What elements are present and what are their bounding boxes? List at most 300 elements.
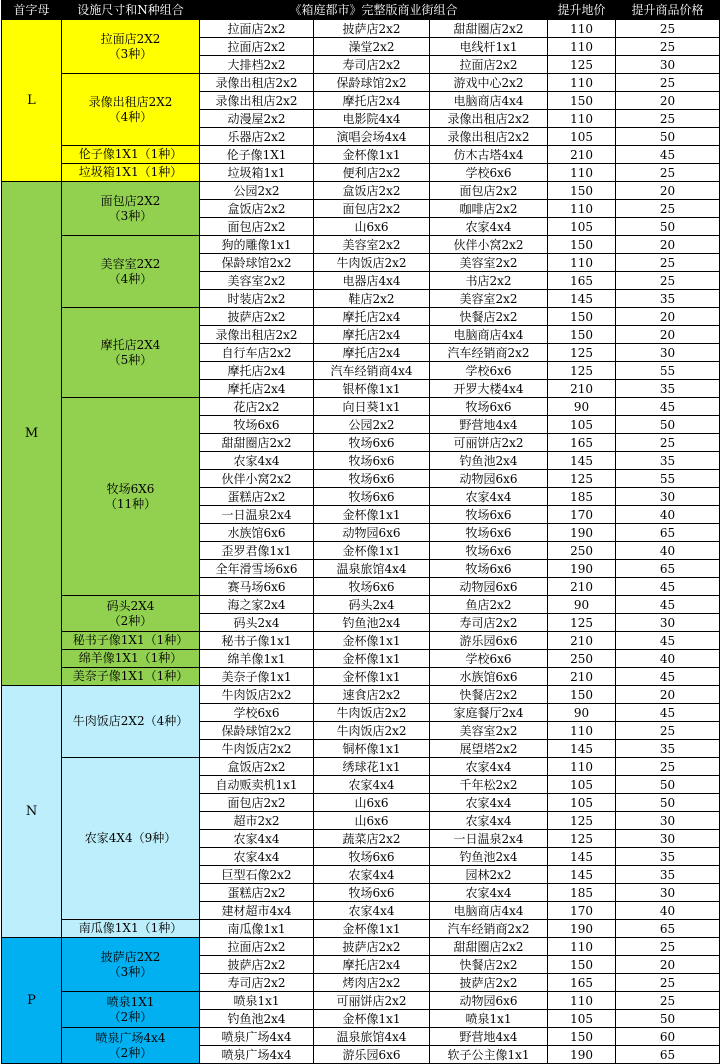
goods-price-value: 45 bbox=[616, 596, 720, 614]
table-row bbox=[2, 758, 720, 776]
goods-price-value: 30 bbox=[616, 614, 720, 632]
combo-item-2: 山6x6 bbox=[314, 812, 430, 830]
land-price-value: 210 bbox=[548, 668, 616, 686]
combo-item-2: 披萨店2x2 bbox=[314, 938, 430, 956]
combo-item-3: 农家4x4 bbox=[430, 488, 548, 506]
combo-item-2: 公园2x2 bbox=[314, 416, 430, 434]
goods-price-value: 25 bbox=[616, 74, 720, 92]
land-price-value: 105 bbox=[548, 794, 616, 812]
header-combination: 《箱庭都市》完整版商业街组合 bbox=[200, 1, 548, 20]
combo-item-3: 可丽饼店2x2 bbox=[430, 434, 548, 452]
combo-item-2: 铜杯像1x1 bbox=[314, 740, 430, 758]
land-price-value: 210 bbox=[548, 578, 616, 596]
goods-price-value: 35 bbox=[616, 290, 720, 308]
land-price-value: 90 bbox=[548, 596, 616, 614]
combo-item-3: 农家4x4 bbox=[430, 758, 548, 776]
land-price-value: 90 bbox=[548, 398, 616, 416]
combo-item-1: 录像出租店2x2 bbox=[200, 326, 314, 344]
combo-item-3: 一日温泉2x4 bbox=[430, 830, 548, 848]
combo-item-1: 农家4x4 bbox=[200, 452, 314, 470]
table-row bbox=[2, 668, 720, 686]
goods-price-value: 40 bbox=[616, 506, 720, 524]
facility-line: 美容室2X2 bbox=[100, 256, 161, 271]
header-row bbox=[2, 1, 720, 20]
goods-price-value: 50 bbox=[616, 416, 720, 434]
facility-cell bbox=[62, 992, 200, 1028]
combo-item-3: 披萨店2x2 bbox=[430, 974, 548, 992]
combo-item-3: 钓鱼池2x4 bbox=[430, 848, 548, 866]
table-row bbox=[2, 236, 720, 254]
combo-item-2: 金杯像1x1 bbox=[314, 542, 430, 560]
combo-item-1: 面包店2x2 bbox=[200, 794, 314, 812]
combo-item-3: 游乐园6x6 bbox=[430, 632, 548, 650]
combo-item-3: 动物园6x6 bbox=[430, 470, 548, 488]
facility-line: （3种） bbox=[108, 208, 153, 223]
combo-item-1: 摩托店2x4 bbox=[200, 362, 314, 380]
combo-item-1: 披萨店2x2 bbox=[200, 956, 314, 974]
combo-item-2: 金杯像1x1 bbox=[314, 920, 430, 938]
table-row bbox=[2, 632, 720, 650]
facility-line: （2种） bbox=[108, 613, 153, 628]
combo-item-2: 摩托店2x4 bbox=[314, 344, 430, 362]
combo-item-1: 农家4x4 bbox=[200, 848, 314, 866]
land-price-value: 105 bbox=[548, 416, 616, 434]
combo-item-1: 码头2x4 bbox=[200, 614, 314, 632]
land-price-value: 170 bbox=[548, 506, 616, 524]
table-row bbox=[2, 164, 720, 182]
combo-item-2: 电器店4x4 bbox=[314, 272, 430, 290]
header-facility: 设施尺寸和N种组合 bbox=[62, 1, 200, 20]
goods-price-value: 25 bbox=[616, 272, 720, 290]
combo-item-2: 牧场6x6 bbox=[314, 470, 430, 488]
goods-price-value: 35 bbox=[616, 740, 720, 758]
combo-item-2: 牧场6x6 bbox=[314, 848, 430, 866]
combo-item-3: 面包店2x2 bbox=[430, 182, 548, 200]
combo-item-3: 家庭餐厅2x4 bbox=[430, 704, 548, 722]
facility-line: 码头2X4 bbox=[106, 598, 155, 613]
goods-price-value: 45 bbox=[616, 578, 720, 596]
land-price-value: 190 bbox=[548, 1046, 616, 1064]
land-price-value: 125 bbox=[548, 362, 616, 380]
land-price-value: 110 bbox=[548, 20, 616, 38]
table-row bbox=[2, 938, 720, 956]
combo-item-1: 水族馆6x6 bbox=[200, 524, 314, 542]
combo-item-1: 面包店2x2 bbox=[200, 218, 314, 236]
goods-price-value: 65 bbox=[616, 524, 720, 542]
combo-item-1: 摩托店2x4 bbox=[200, 380, 314, 398]
combo-item-2: 向日葵1x1 bbox=[314, 398, 430, 416]
table-row bbox=[2, 308, 720, 326]
combo-item-1: 赛马场6x6 bbox=[200, 578, 314, 596]
combo-item-2: 摩托店2x4 bbox=[314, 956, 430, 974]
goods-price-value: 35 bbox=[616, 866, 720, 884]
facility-line: （2种） bbox=[108, 1009, 153, 1024]
combo-item-1: 南瓜像1x1 bbox=[200, 920, 314, 938]
facility-line: 披萨店2X2 bbox=[100, 949, 161, 964]
combo-item-3: 喷泉1x1 bbox=[430, 1010, 548, 1028]
facility-line: 拉面店2X2 bbox=[100, 31, 161, 46]
combo-item-1: 超市2x2 bbox=[200, 812, 314, 830]
combo-item-1: 歪罗君像1x1 bbox=[200, 542, 314, 560]
goods-price-value: 25 bbox=[616, 164, 720, 182]
goods-price-value: 20 bbox=[616, 308, 720, 326]
goods-price-value: 40 bbox=[616, 902, 720, 920]
table-row bbox=[2, 74, 720, 92]
goods-price-value: 25 bbox=[616, 974, 720, 992]
combo-item-1: 伦子像1X1 bbox=[200, 146, 314, 164]
letter-cell: L bbox=[2, 20, 62, 182]
combo-item-3: 伙伴小窝2x2 bbox=[430, 236, 548, 254]
combo-item-3: 开罗大楼4x4 bbox=[430, 380, 548, 398]
land-price-value: 145 bbox=[548, 452, 616, 470]
goods-price-value: 65 bbox=[616, 560, 720, 578]
table-row bbox=[2, 992, 720, 1010]
combo-item-2: 披萨店2x2 bbox=[314, 20, 430, 38]
land-price-value: 125 bbox=[548, 614, 616, 632]
land-price-value: 150 bbox=[548, 236, 616, 254]
table-row bbox=[2, 596, 720, 614]
goods-price-value: 55 bbox=[616, 470, 720, 488]
facility-line: （3种） bbox=[108, 964, 153, 979]
table-row bbox=[2, 686, 720, 704]
goods-price-value: 20 bbox=[616, 182, 720, 200]
land-price-value: 110 bbox=[548, 722, 616, 740]
combo-item-1: 自动贩卖机1x1 bbox=[200, 776, 314, 794]
combo-item-3: 咖啡店2x2 bbox=[430, 200, 548, 218]
combo-item-2: 烤肉店2x2 bbox=[314, 974, 430, 992]
combo-item-3: 农家4x4 bbox=[430, 794, 548, 812]
facility-line: 录像出租店2X2 bbox=[88, 94, 173, 109]
combo-item-3: 学校6x6 bbox=[430, 164, 548, 182]
facility-cell bbox=[62, 236, 200, 308]
facility-line: 绵羊像1X1（1种） bbox=[78, 651, 183, 665]
combo-item-1: 喷泉广场4x4 bbox=[200, 1028, 314, 1046]
goods-price-value: 30 bbox=[616, 56, 720, 74]
combo-item-3: 鱼店2x2 bbox=[430, 596, 548, 614]
combo-item-2: 山6x6 bbox=[314, 218, 430, 236]
goods-price-value: 45 bbox=[616, 704, 720, 722]
land-price-value: 210 bbox=[548, 146, 616, 164]
facility-line: 面包店2X2 bbox=[100, 193, 161, 208]
goods-price-value: 45 bbox=[616, 398, 720, 416]
combo-item-2: 牧场6x6 bbox=[314, 434, 430, 452]
land-price-value: 125 bbox=[548, 812, 616, 830]
goods-price-value: 35 bbox=[616, 380, 720, 398]
facility-cell bbox=[62, 74, 200, 146]
goods-price-value: 55 bbox=[616, 362, 720, 380]
land-price-value: 105 bbox=[548, 128, 616, 146]
combo-item-1: 牧场6x6 bbox=[200, 416, 314, 434]
facility-cell bbox=[62, 1028, 200, 1064]
facility-line: 南瓜像1X1（1种） bbox=[78, 921, 183, 935]
combo-item-2: 牧场6x6 bbox=[314, 578, 430, 596]
combo-item-2: 可丽饼店2x2 bbox=[314, 992, 430, 1010]
facility-cell bbox=[62, 758, 200, 920]
combo-item-3: 录像出租店2x2 bbox=[430, 128, 548, 146]
facility-line: 喷泉1X1 bbox=[106, 994, 155, 1009]
combo-item-2: 鞋店2x2 bbox=[314, 290, 430, 308]
combo-item-2: 便利店2x2 bbox=[314, 164, 430, 182]
facility-line: 喷泉广场4x4 bbox=[95, 1030, 166, 1045]
combo-item-2: 码头2x4 bbox=[314, 596, 430, 614]
land-price-value: 150 bbox=[548, 308, 616, 326]
combo-item-2: 汽车经销商4x4 bbox=[314, 362, 430, 380]
combo-item-2: 绣球花1x1 bbox=[314, 758, 430, 776]
land-price-value: 125 bbox=[548, 56, 616, 74]
facility-cell bbox=[62, 938, 200, 992]
goods-price-value: 35 bbox=[616, 452, 720, 470]
combo-item-3: 快餐店2x2 bbox=[430, 956, 548, 974]
land-price-value: 110 bbox=[548, 164, 616, 182]
combo-item-3: 动物园6x6 bbox=[430, 992, 548, 1010]
land-price-value: 125 bbox=[548, 830, 616, 848]
combo-item-2: 摩托店2x4 bbox=[314, 308, 430, 326]
goods-price-value: 25 bbox=[616, 20, 720, 38]
facility-cell bbox=[62, 596, 200, 632]
header-letter: 首字母 bbox=[2, 1, 62, 20]
land-price-value: 145 bbox=[548, 290, 616, 308]
combo-item-3: 电脑商店4x4 bbox=[430, 902, 548, 920]
combo-item-1: 喷泉1x1 bbox=[200, 992, 314, 1010]
combo-item-1: 时装店2x2 bbox=[200, 290, 314, 308]
combo-item-3: 动物园6x6 bbox=[430, 578, 548, 596]
combo-item-3: 牧场6x6 bbox=[430, 560, 548, 578]
combo-item-3: 园林2x2 bbox=[430, 866, 548, 884]
table-row bbox=[2, 650, 720, 668]
letter-cell: M bbox=[2, 182, 62, 686]
facility-cell bbox=[62, 920, 200, 938]
combo-item-3: 钓鱼池2x4 bbox=[430, 452, 548, 470]
goods-price-value: 20 bbox=[616, 326, 720, 344]
combo-item-2: 温泉旅馆4x4 bbox=[314, 560, 430, 578]
facility-line: （4种） bbox=[108, 109, 153, 124]
facility-line: 秘书子像1X1（1种） bbox=[72, 633, 189, 647]
land-price-value: 105 bbox=[548, 1010, 616, 1028]
table-row bbox=[2, 920, 720, 938]
land-price-value: 110 bbox=[548, 992, 616, 1010]
goods-price-value: 30 bbox=[616, 812, 720, 830]
combo-item-1: 寿司店2x2 bbox=[200, 974, 314, 992]
facility-line: 垃圾箱1X1（1种） bbox=[78, 165, 183, 179]
combo-item-3: 牧场6x6 bbox=[430, 542, 548, 560]
combo-item-1: 盒饭店2x2 bbox=[200, 758, 314, 776]
goods-price-value: 25 bbox=[616, 758, 720, 776]
land-price-value: 125 bbox=[548, 344, 616, 362]
combo-item-3: 农家4x4 bbox=[430, 812, 548, 830]
goods-price-value: 50 bbox=[616, 218, 720, 236]
facility-cell bbox=[62, 20, 200, 74]
land-price-value: 145 bbox=[548, 740, 616, 758]
combo-item-3: 软子公主像1x1 bbox=[430, 1046, 548, 1064]
combo-item-3: 拉面店2x2 bbox=[430, 56, 548, 74]
combo-item-3: 汽车经销商2x2 bbox=[430, 920, 548, 938]
land-price-value: 110 bbox=[548, 200, 616, 218]
land-price-value: 125 bbox=[548, 470, 616, 488]
combo-item-3: 千年松2x2 bbox=[430, 776, 548, 794]
combo-item-2: 温泉旅馆4x4 bbox=[314, 1028, 430, 1046]
table-row bbox=[2, 182, 720, 200]
goods-price-value: 20 bbox=[616, 956, 720, 974]
goods-price-value: 40 bbox=[616, 542, 720, 560]
combo-item-1: 绵羊像1x1 bbox=[200, 650, 314, 668]
facility-cell bbox=[62, 668, 200, 686]
facility-line: （2种） bbox=[108, 1045, 153, 1060]
goods-price-value: 50 bbox=[616, 1010, 720, 1028]
combo-item-1: 录像出租店2x2 bbox=[200, 74, 314, 92]
combo-item-1: 秘书子像1x1 bbox=[200, 632, 314, 650]
combo-item-1: 大排档2x2 bbox=[200, 56, 314, 74]
combo-item-1: 公园2x2 bbox=[200, 182, 314, 200]
combo-item-2: 银杯像1x1 bbox=[314, 380, 430, 398]
combo-item-2: 牧场6x6 bbox=[314, 884, 430, 902]
facility-line: （3种） bbox=[108, 46, 153, 61]
combo-item-2: 游乐园6x6 bbox=[314, 1046, 430, 1064]
combo-item-3: 甜甜圈店2x2 bbox=[430, 20, 548, 38]
combo-item-1: 拉面店2x2 bbox=[200, 20, 314, 38]
goods-price-value: 25 bbox=[616, 110, 720, 128]
land-price-value: 110 bbox=[548, 254, 616, 272]
combo-item-1: 钓鱼池2x4 bbox=[200, 1010, 314, 1028]
facility-line: 伦子像1X1（1种） bbox=[78, 147, 183, 161]
land-price-value: 110 bbox=[548, 758, 616, 776]
combo-item-1: 学校6x6 bbox=[200, 704, 314, 722]
combo-item-2: 美容室2x2 bbox=[314, 236, 430, 254]
combo-item-1: 录像出租店2x2 bbox=[200, 92, 314, 110]
goods-price-value: 20 bbox=[616, 686, 720, 704]
combo-item-3: 美容室2x2 bbox=[430, 254, 548, 272]
combo-item-2: 摩托店2x4 bbox=[314, 326, 430, 344]
letter-cell: P bbox=[2, 938, 62, 1064]
combo-item-1: 拉面店2x2 bbox=[200, 38, 314, 56]
goods-price-value: 65 bbox=[616, 920, 720, 938]
goods-price-value: 25 bbox=[616, 434, 720, 452]
land-price-value: 90 bbox=[548, 704, 616, 722]
goods-price-value: 40 bbox=[616, 650, 720, 668]
combo-item-2: 演唱会场4x4 bbox=[314, 128, 430, 146]
land-price-value: 190 bbox=[548, 524, 616, 542]
land-price-value: 210 bbox=[548, 380, 616, 398]
combo-item-1: 海之家2x4 bbox=[200, 596, 314, 614]
goods-price-value: 35 bbox=[616, 848, 720, 866]
combo-item-2: 寿司店2x2 bbox=[314, 56, 430, 74]
land-price-value: 170 bbox=[548, 902, 616, 920]
goods-price-value: 25 bbox=[616, 200, 720, 218]
combo-item-3: 汽车经销商2x2 bbox=[430, 344, 548, 362]
goods-price-value: 20 bbox=[616, 236, 720, 254]
facility-line: （11种） bbox=[104, 496, 157, 511]
combo-item-3: 电脑商店4x4 bbox=[430, 326, 548, 344]
combo-item-2: 农家4x4 bbox=[314, 776, 430, 794]
combo-item-1: 巨型石像2x2 bbox=[200, 866, 314, 884]
table-row bbox=[2, 398, 720, 416]
facility-cell bbox=[62, 164, 200, 182]
goods-price-value: 50 bbox=[616, 776, 720, 794]
combo-item-1: 一日温泉2x4 bbox=[200, 506, 314, 524]
combo-item-2: 保龄球馆2x2 bbox=[314, 74, 430, 92]
land-price-value: 110 bbox=[548, 74, 616, 92]
combo-item-2: 牛肉饭店2x2 bbox=[314, 704, 430, 722]
land-price-value: 185 bbox=[548, 884, 616, 902]
combo-item-3: 电线杆1x1 bbox=[430, 38, 548, 56]
header-land-price: 提升地价 bbox=[548, 1, 616, 20]
land-price-value: 150 bbox=[548, 326, 616, 344]
land-price-value: 150 bbox=[548, 182, 616, 200]
goods-price-value: 25 bbox=[616, 722, 720, 740]
goods-price-value: 25 bbox=[616, 254, 720, 272]
combo-item-2: 面包店2x2 bbox=[314, 200, 430, 218]
combo-item-2: 金杯像1x1 bbox=[314, 650, 430, 668]
combo-item-1: 拉面店2x2 bbox=[200, 938, 314, 956]
table-body bbox=[2, 20, 720, 1064]
combo-item-2: 牛肉饭店2x2 bbox=[314, 722, 430, 740]
goods-price-value: 30 bbox=[616, 344, 720, 362]
combo-item-3: 牧场6x6 bbox=[430, 398, 548, 416]
combo-item-1: 盒饭店2x2 bbox=[200, 200, 314, 218]
goods-price-value: 50 bbox=[616, 128, 720, 146]
combo-item-2: 蔬菜店2x2 bbox=[314, 830, 430, 848]
combo-item-2: 金杯像1x1 bbox=[314, 506, 430, 524]
combo-item-2: 盒饭店2x2 bbox=[314, 182, 430, 200]
combo-item-3: 游戏中心2x2 bbox=[430, 74, 548, 92]
combo-item-1: 美奈子像1x1 bbox=[200, 668, 314, 686]
land-price-value: 250 bbox=[548, 650, 616, 668]
land-price-value: 210 bbox=[548, 632, 616, 650]
combo-item-1: 花店2x2 bbox=[200, 398, 314, 416]
facility-cell bbox=[62, 398, 200, 596]
land-price-value: 185 bbox=[548, 488, 616, 506]
combo-item-1: 狗的雕像1x1 bbox=[200, 236, 314, 254]
combo-item-3: 农家4x4 bbox=[430, 884, 548, 902]
combo-item-2: 山6x6 bbox=[314, 794, 430, 812]
goods-price-value: 45 bbox=[616, 632, 720, 650]
facility-cell bbox=[62, 650, 200, 668]
combo-item-2: 牛肉饭店2x2 bbox=[314, 254, 430, 272]
land-price-value: 110 bbox=[548, 38, 616, 56]
table-row bbox=[2, 20, 720, 38]
combo-item-3: 牧场6x6 bbox=[430, 506, 548, 524]
combo-item-1: 伙伴小窝2x2 bbox=[200, 470, 314, 488]
goods-price-value: 25 bbox=[616, 938, 720, 956]
combo-item-2: 金杯像1x1 bbox=[314, 1010, 430, 1028]
combo-item-3: 野营地4x4 bbox=[430, 1028, 548, 1046]
combination-table bbox=[1, 0, 720, 1064]
combo-item-2: 澡堂2x2 bbox=[314, 38, 430, 56]
combo-item-2: 速食店2x2 bbox=[314, 686, 430, 704]
combo-item-3: 野营地4x4 bbox=[430, 416, 548, 434]
land-price-value: 105 bbox=[548, 218, 616, 236]
facility-line: （5种） bbox=[108, 352, 153, 367]
combo-item-3: 电脑商店4x4 bbox=[430, 92, 548, 110]
combo-item-2: 金杯像1x1 bbox=[314, 146, 430, 164]
combo-item-3: 书店2x2 bbox=[430, 272, 548, 290]
combo-item-1: 牛肉饭店2x2 bbox=[200, 740, 314, 758]
combo-item-1: 喷泉广场4x4 bbox=[200, 1046, 314, 1064]
land-price-value: 150 bbox=[548, 956, 616, 974]
goods-price-value: 20 bbox=[616, 92, 720, 110]
goods-price-value: 65 bbox=[616, 1046, 720, 1064]
combo-item-2: 金杯像1x1 bbox=[314, 632, 430, 650]
combo-item-1: 蛋糕店2x2 bbox=[200, 488, 314, 506]
combo-item-3: 牧场6x6 bbox=[430, 524, 548, 542]
facility-cell bbox=[62, 182, 200, 236]
table-row bbox=[2, 146, 720, 164]
combo-item-3: 水族馆6x6 bbox=[430, 668, 548, 686]
land-price-value: 250 bbox=[548, 542, 616, 560]
goods-price-value: 50 bbox=[616, 794, 720, 812]
combo-item-1: 动漫屋2x2 bbox=[200, 110, 314, 128]
goods-price-value: 25 bbox=[616, 38, 720, 56]
facility-line: 美奈子像1X1（1种） bbox=[72, 669, 189, 683]
